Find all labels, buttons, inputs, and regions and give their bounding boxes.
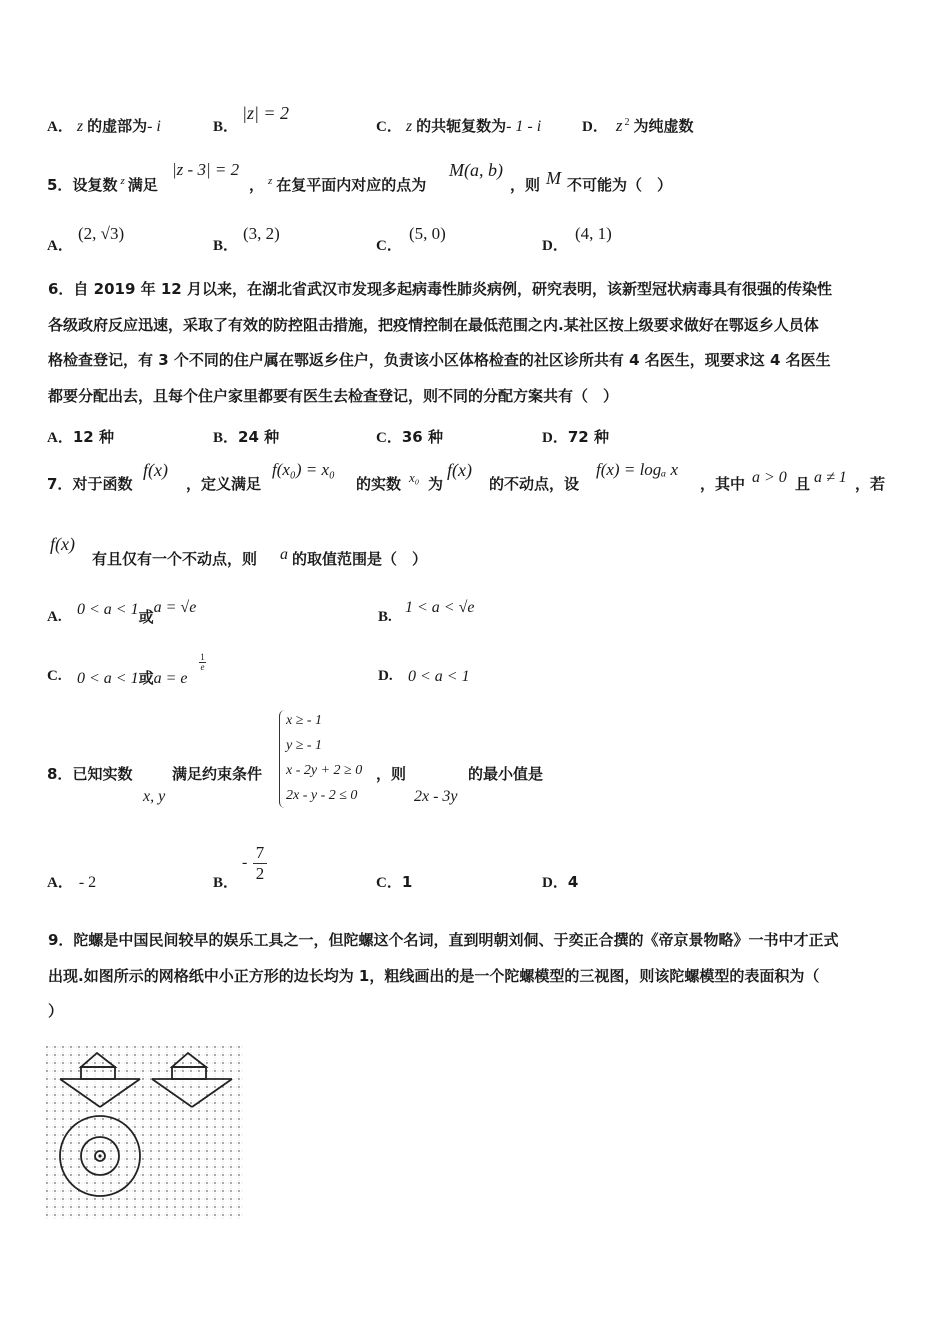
q6-line: 各级政府反应迅速，采取了有效的防控阻击措施，把疫情控制在最低范围之内.某社区按上级要求做好在鄂返乡人员体 (48, 315, 819, 334)
q4-option-b-math: |z| = 2 (242, 103, 290, 123)
q8-constraint: x - 2y + 2 ≥ 0 (286, 763, 363, 778)
q7-text6: ，其中 (700, 475, 746, 493)
q4-option-d: D． z $^2$ 为纯虚数 (582, 116, 694, 135)
q9-line: 出现.如图所示的网格纸中小正方形的边长均为 1，粗线画出的是一个陀螺模型的三视图，则该陀螺模型的表面积为（ (48, 966, 820, 985)
q7-option-b-label: B. (378, 609, 392, 625)
q7-cond1: a > 0 (752, 469, 787, 486)
q7-stem-start: 7．对于函数 (47, 475, 133, 493)
q6-line: 格检查登记，有 3 个不同的住户属在鄂返乡住户，负责该小区体格检查的社区诊所共有 4 名医生，现要求这 4 名医生 (48, 351, 831, 369)
q6-option-d: D．72 种 (542, 428, 609, 446)
q8-objective: 2x - 3y (414, 788, 458, 805)
q6-line: 都要分配出去，且每个住户家里都要有医生去检查登记，则不同的分配方案共有（ ） (48, 386, 619, 405)
q4-option-a: A． z 的虚部为- i (47, 117, 161, 135)
q8-text2: 满足约束条件 (172, 765, 263, 783)
q9-stem (48, 923, 910, 1030)
q7-option-c-exponent: 1 e (200, 652, 205, 672)
q5-option-a-value: (2, √3) (78, 224, 125, 243)
q4-option-b: B． (213, 119, 239, 135)
q5-option-d-value: (4, 1) (575, 224, 612, 243)
q8-constraints (286, 708, 362, 808)
q7-fx: f(x) (143, 460, 168, 480)
q7-x0: x₀ (409, 470, 420, 485)
q5-option-a-label: A． (47, 238, 73, 254)
q8-stem-start: 8．已知实数 (47, 765, 133, 783)
q8-option-d: D．4 (542, 873, 579, 891)
q5-option-b-value: (3, 2) (243, 224, 280, 243)
q5-option-b-label: B． (213, 238, 239, 254)
q5-stem-start: 5．设复数 $^z$ 满足 (47, 175, 158, 194)
q5-option-c-value: (5, 0) (409, 224, 446, 243)
q7-cond2: a ≠ 1 (814, 469, 847, 486)
q7-text9: 有且仅有一个不动点，则 (92, 550, 258, 568)
q8-text4: 的最小值是 (468, 765, 544, 783)
q7-option-a-value: 0 < a < 1或a = √e (77, 599, 197, 626)
q9-line: 9．陀螺是中国民间较早的娱乐工具之一，但陀螺这个名词，直到明朝刘侗、于奕正合撰的《帝京景物略》一书中才正式 (48, 931, 839, 949)
q5-stem-end: ，则 M 不可能为（ ） (510, 168, 673, 194)
top-view-center-dot (98, 1154, 101, 1157)
q7-option-c-value: 0 < a < 1或a = e (77, 669, 188, 687)
grid-paper (46, 1046, 244, 1220)
q8-option-a: A． - 2 (47, 874, 97, 891)
q7-option-d-label: D. (378, 668, 393, 684)
q7-text8: ，若 (855, 475, 886, 493)
q8-option-c: C．1 (376, 873, 413, 891)
q8-constraint: y ≥ - 1 (286, 738, 323, 753)
q7-func-def: f(x) = logₐ x (596, 460, 679, 479)
q7-text10: 的取值范围是（ ） (292, 550, 428, 568)
q8-option-b-sign: - (242, 854, 248, 871)
q5-stem-middle: ， $^z$ 在复平面内对应的点为 (249, 175, 427, 194)
q7-option-c-label: C. (47, 668, 62, 684)
q8-option-b-label: B． (213, 875, 239, 891)
q5-option-c-label: C． (376, 238, 402, 254)
q4-option-c: C． z 的共轭复数为- 1 - i (376, 117, 542, 135)
q7-fixed-eq: f(x₀) = x₀ (272, 460, 335, 479)
q8-system-brace (279, 710, 286, 808)
q5-point: M(a, b) (449, 160, 503, 180)
q6-stem (48, 272, 910, 414)
q5-condition: |z - 3| = 2 (172, 160, 240, 179)
q8-text3: ，则 (376, 765, 407, 783)
q8-option-b-fraction: 7 2 (253, 843, 267, 884)
q7-fx2: f(x) (447, 460, 472, 480)
q6-line: 6．自 2019 年 12 月以来，在湖北省武汉市发现多起病毒性肺炎病例，研究表明，该新型冠状病毒具有很强的传染性 (48, 280, 832, 298)
q7-text7: 且 (795, 475, 811, 493)
q6-option-c: C．36 种 (376, 428, 443, 446)
q9-line: ） (48, 1002, 64, 1020)
q7-var-a: a (280, 546, 288, 563)
q7-text4: 为 (428, 475, 444, 493)
q7-option-a-label: A. (47, 609, 62, 625)
q7-option-b-value: 1 < a < √e (405, 599, 475, 616)
q7-text5: 的不动点，设 (489, 475, 580, 493)
q5-option-d-label: D． (542, 238, 568, 254)
q7-option-d-value: 0 < a < 1 (408, 668, 470, 685)
q7-text2: ，定义满足 (186, 475, 262, 493)
q8-vars: x, y (143, 788, 166, 805)
q6-option-a: A．12 种 (47, 428, 114, 446)
q9-three-view-figure (46, 1046, 244, 1220)
q7-text3: 的实数 (356, 475, 402, 493)
q8-constraint: 2x - y - 2 ≤ 0 (286, 788, 358, 803)
q7-fx3: f(x) (50, 534, 75, 554)
q8-constraint: x ≥ - 1 (286, 713, 323, 728)
q6-option-b: B．24 种 (213, 428, 280, 446)
